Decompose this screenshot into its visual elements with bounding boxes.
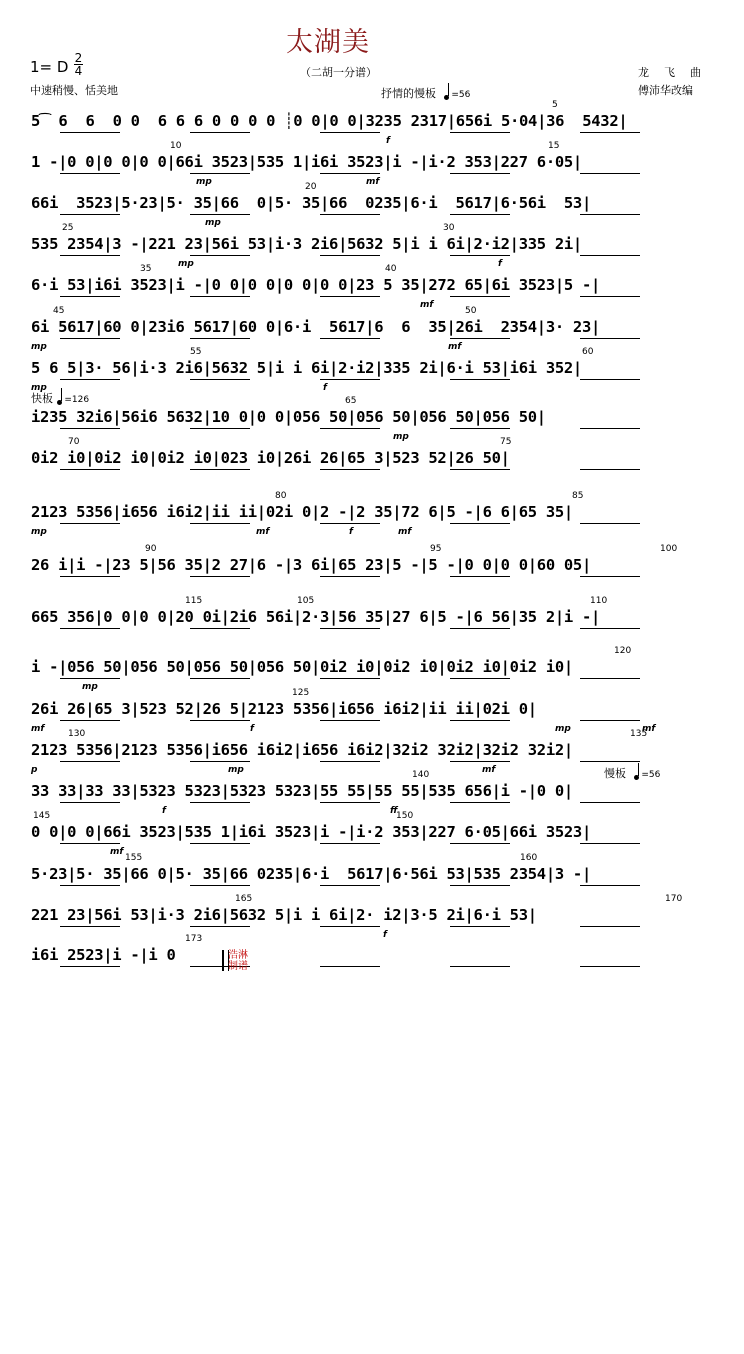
measure-number: 120 [614, 646, 632, 656]
dynamic-mark: mf [448, 342, 462, 352]
beam-line [580, 469, 640, 470]
beam-line [450, 843, 510, 844]
jianpu-line: i235 32i6|56i6 5632|10 0|0 0|056 50|056 50|056 50|056 50| [31, 408, 546, 426]
measure-number: 45 [53, 306, 65, 316]
notation-row [0, 853, 744, 905]
notation-row [0, 100, 744, 152]
beam-line [190, 926, 250, 927]
dynamic-mark: mf [420, 300, 434, 310]
beam-line [320, 885, 380, 886]
dynamic-mark: mp [31, 383, 47, 393]
beam-line [450, 173, 510, 174]
notation-row [0, 934, 744, 986]
notation-row [0, 646, 744, 698]
time-bottom: 4 [74, 64, 83, 78]
beam-line [60, 428, 120, 429]
jianpu-line: 5·23|5· 35|66 0|5· 35|66 0235|6·i 5617|6·56i 53|535 2354|3 -| [31, 865, 591, 883]
beam-line [190, 628, 250, 629]
beam-line [320, 214, 380, 215]
arranger: 傅沛华改编 [638, 84, 693, 97]
measure-number: 135 [630, 729, 648, 739]
dynamic-mark: f [250, 724, 254, 734]
beam-line [580, 720, 640, 721]
quarter-note-icon [57, 400, 62, 405]
beam-line [60, 678, 120, 679]
beam-line [190, 132, 250, 133]
measure-number: 40 [385, 264, 397, 274]
dynamic-mark: f [162, 806, 166, 816]
beam-line [320, 255, 380, 256]
beam-line [450, 926, 510, 927]
jianpu-line: 6i 5617|60 0|23i6 5617|60 0|6·i 5617|6 6 35|26i 2354|3· 23| [31, 318, 601, 336]
beam-line [320, 720, 380, 721]
dynamic-mark: mf [398, 527, 412, 537]
beam-line [450, 678, 510, 679]
beam-line [450, 885, 510, 886]
beam-line [60, 576, 120, 577]
notation-row [0, 491, 744, 543]
measure-number: 60 [582, 347, 594, 357]
beam-line [190, 523, 250, 524]
beam-line [60, 469, 120, 470]
beam-line [450, 761, 510, 762]
measure-number: 170 [665, 894, 683, 904]
dynamic-mark: mf [110, 847, 124, 857]
beam-line [450, 255, 510, 256]
beam-line [580, 338, 640, 339]
notation-row [0, 894, 744, 946]
notation-row [0, 544, 744, 596]
measure-number: 110 [590, 596, 608, 606]
beam-line [320, 966, 380, 967]
beam-line [320, 173, 380, 174]
beam-line [60, 802, 120, 803]
beam-line [190, 576, 250, 577]
beam-line [580, 255, 640, 256]
measure-number: 30 [443, 223, 455, 233]
time-top: 2 [74, 51, 83, 65]
beam-line [580, 802, 640, 803]
quarter-note-icon [444, 95, 449, 100]
measure-number: 95 [430, 544, 442, 554]
measure-number: 150 [396, 811, 414, 821]
fast-label: 快板 [31, 392, 53, 405]
jianpu-line: 66i 3523|5·23|5· 35|66 0|5· 35|66 0235|6·i 5617|6·56i 53| [31, 194, 591, 212]
measure-number: 105 [297, 596, 315, 606]
beam-line [60, 926, 120, 927]
measure-number: 85 [572, 491, 584, 501]
dynamic-mark: mp [205, 218, 221, 228]
dynamic-mark: ff [390, 806, 398, 816]
beam-line [190, 428, 250, 429]
dynamic-mark: mp [393, 432, 409, 442]
measure-number: 5 [552, 100, 558, 110]
notation-row [0, 306, 744, 358]
beam-line [320, 678, 380, 679]
beam-line [450, 469, 510, 470]
beam-line [320, 843, 380, 844]
dynamic-mark: p [31, 765, 38, 775]
beam-line [580, 296, 640, 297]
beam-line [580, 678, 640, 679]
measure-number: 20 [305, 182, 317, 192]
dynamic-mark: mf [366, 177, 380, 187]
jianpu-line: 0i2 i0|0i2 i0|0i2 i0|023 i0|26i 26|65 3|523 52|26 50| [31, 449, 510, 467]
beam-line [190, 802, 250, 803]
notation-row [0, 729, 744, 781]
measure-number: 90 [145, 544, 157, 554]
beam-line [320, 802, 380, 803]
beam-line [190, 885, 250, 886]
beam-line [580, 379, 640, 380]
jianpu-line: 5͡ 6 6 0 0 6 6 6 0 0 0 0 ┊0 0|0 0|3235 2317|656i 5·04|36 5432| [31, 112, 628, 130]
beam-line [190, 214, 250, 215]
measure-number: 10 [170, 141, 182, 151]
beam-line [60, 761, 120, 762]
beam-line [580, 523, 640, 524]
notation-row [0, 596, 744, 648]
stamp-line-2: 制谱 [228, 961, 248, 972]
dynamic-mark: mp [31, 527, 47, 537]
measure-number: 160 [520, 853, 538, 863]
beam-line [320, 523, 380, 524]
beam-line [450, 338, 510, 339]
measure-number: 80 [275, 491, 287, 501]
beam-line [580, 843, 640, 844]
measure-number: 15 [548, 141, 560, 151]
dynamic-mark: f [498, 259, 502, 269]
dynamic-mark: f [349, 527, 353, 537]
measure-number: 140 [412, 770, 430, 780]
beam-line [320, 132, 380, 133]
beam-line [190, 761, 250, 762]
jianpu-line: 5 6 5|3· 56|i·3 2i6|5632 5|i i 6i|2·i2|335 2i|6·i 53|i6i 352| [31, 359, 582, 377]
measure-number: 25 [62, 223, 74, 233]
dynamic-mark: mp [178, 259, 194, 269]
score-title: 太湖美 [286, 27, 370, 58]
measure-number: 130 [68, 729, 86, 739]
beam-line [580, 576, 640, 577]
beam-line [450, 428, 510, 429]
beam-line [60, 628, 120, 629]
beam-line [190, 338, 250, 339]
jianpu-line: i -|056 50|056 50|056 50|056 50|0i2 i0|0i2 i0|0i2 i0|0i2 i0| [31, 658, 573, 676]
beam-line [320, 428, 380, 429]
measure-number: 55 [190, 347, 202, 357]
beam-line [320, 469, 380, 470]
beam-line [450, 720, 510, 721]
notation-row [0, 223, 744, 275]
beam-line [320, 296, 380, 297]
beam-line [580, 628, 640, 629]
beam-line [190, 678, 250, 679]
beam-line [60, 338, 120, 339]
beam-line [60, 523, 120, 524]
beam-line [60, 132, 120, 133]
metronome-mark [444, 90, 471, 100]
beam-line [190, 379, 250, 380]
beam-line [60, 379, 120, 380]
dynamic-mark: mf [31, 724, 45, 734]
beam-line [450, 523, 510, 524]
beam-line [320, 926, 380, 927]
measure-number: 155 [125, 853, 143, 863]
beam-line [320, 379, 380, 380]
beam-line [320, 338, 380, 339]
dynamic-mark: mp [82, 682, 98, 692]
dynamic-mark: mp [31, 342, 47, 352]
measure-number: 50 [465, 306, 477, 316]
beam-line [580, 214, 640, 215]
beam-line [580, 885, 640, 886]
beam-line [450, 214, 510, 215]
beam-line [320, 628, 380, 629]
composer: 龙 飞 曲 [638, 66, 703, 79]
dynamic-mark: mf [642, 724, 656, 734]
jianpu-line: 1 -|0 0|0 0|0 0|66i 3523|535 1|i6i 3523|i -|i·2 353|227 6·05| [31, 153, 582, 171]
beam-line [190, 720, 250, 721]
dynamic-mark: mf [256, 527, 270, 537]
notation-row [0, 141, 744, 193]
jianpu-line: 2123 5356|2123 5356|i656 i6i2|i656 i6i2|32i2 32i2|32i2 32i2| [31, 741, 573, 759]
jianpu-line: 665 356|0 0|0 0|20 0i|2i6 56i|2·3|56 35|27 6|5 -|6 56|35 2|i -| [31, 608, 601, 626]
jianpu-line: 33 33|33 33|5323 5323|5323 5323|55 55|55 55|535 656|i -|0 0| [31, 782, 573, 800]
measure-number: 65 [345, 396, 357, 406]
beam-line [580, 428, 640, 429]
beam-line [450, 966, 510, 967]
beam-line [450, 296, 510, 297]
beam-line [450, 576, 510, 577]
score-subtitle: （二胡一分谱） [300, 66, 377, 79]
time-signature [74, 52, 83, 77]
beam-line [580, 926, 640, 927]
key-signature: 1= D [30, 58, 69, 76]
beam-line [450, 802, 510, 803]
measure-number: 125 [292, 688, 310, 698]
beam-line [190, 843, 250, 844]
dynamic-mark: mp [555, 724, 571, 734]
beam-line [320, 576, 380, 577]
jianpu-line: 26i 26|65 3|523 52|26 5|2123 5356|i656 i6i2|ii ii|02i 0| [31, 700, 537, 718]
dynamic-mark: mp [196, 177, 212, 187]
measure-number: 173 [185, 934, 203, 944]
measure-number: 100 [660, 544, 678, 554]
beam-line [60, 173, 120, 174]
slow-bpm: =56 [641, 770, 661, 780]
slow-label: 慢板 [604, 767, 626, 780]
dynamic-mark: f [383, 930, 387, 940]
beam-line [580, 173, 640, 174]
beam-line [60, 720, 120, 721]
fast-bpm: =126 [64, 395, 90, 405]
dynamic-mark: f [323, 383, 327, 393]
measure-number: 70 [68, 437, 80, 447]
lyrical-tempo-mark [381, 85, 470, 101]
beam-line [450, 628, 510, 629]
lyrical-bpm: =56 [451, 90, 471, 100]
beam-line [190, 469, 250, 470]
dynamic-mark: f [386, 136, 390, 146]
beam-line [580, 966, 640, 967]
beam-line [320, 761, 380, 762]
jianpu-line: 2123 5356|i656 i6i2|ii ii|02i 0|2 -|2 35|72 6|5 -|6 6|65 35| [31, 503, 573, 521]
jianpu-line: 6·i 53|i6i 3523|i -|0 0|0 0|0 0|0 0|23 5 35|272 65|6i 3523|5 -| [31, 276, 601, 294]
measure-number: 145 [33, 811, 51, 821]
measure-number: 35 [140, 264, 152, 274]
notation-stamp [228, 950, 248, 972]
jianpu-line: 535 2354|3 -|221 23|56i 53|i·3 2i6|5632 5|i i 6i|2·i2|335 2i| [31, 235, 582, 253]
beam-line [450, 132, 510, 133]
beam-line [60, 296, 120, 297]
beam-line [580, 132, 640, 133]
beam-line [60, 966, 120, 967]
jianpu-line: 26 i|i -|23 5|56 35|2 27|6 -|3 6i|65 23|5 -|5 -|0 0|0 0|60 05| [31, 556, 591, 574]
stamp-line-1: 浩淋 [228, 950, 248, 961]
beam-line [60, 255, 120, 256]
jianpu-line: 0 0|0 0|66i 3523|535 1|i6i 3523|i -|i·2 353|227 6·05|66i 3523| [31, 823, 591, 841]
jianpu-line: 221 23|56i 53|i·3 2i6|5632 5|i i 6i|2· i2|3·5 2i|6·i 53| [31, 906, 537, 924]
lyrical-tempo-label: 抒情的慢板 [381, 87, 436, 100]
beam-line [190, 296, 250, 297]
dynamic-mark: mf [482, 765, 496, 775]
beam-line [450, 379, 510, 380]
measure-number: 115 [185, 596, 203, 606]
measure-number: 165 [235, 894, 253, 904]
beam-line [60, 214, 120, 215]
tempo-text: 中速稍慢、恬美地 [30, 84, 118, 97]
measure-number: 75 [500, 437, 512, 447]
beam-line [580, 761, 640, 762]
beam-line [60, 843, 120, 844]
beam-line [190, 255, 250, 256]
beam-line [60, 885, 120, 886]
dynamic-mark: mp [228, 765, 244, 775]
beam-line [190, 173, 250, 174]
jianpu-line: i6i 2523|i -|i 0 [31, 946, 176, 964]
